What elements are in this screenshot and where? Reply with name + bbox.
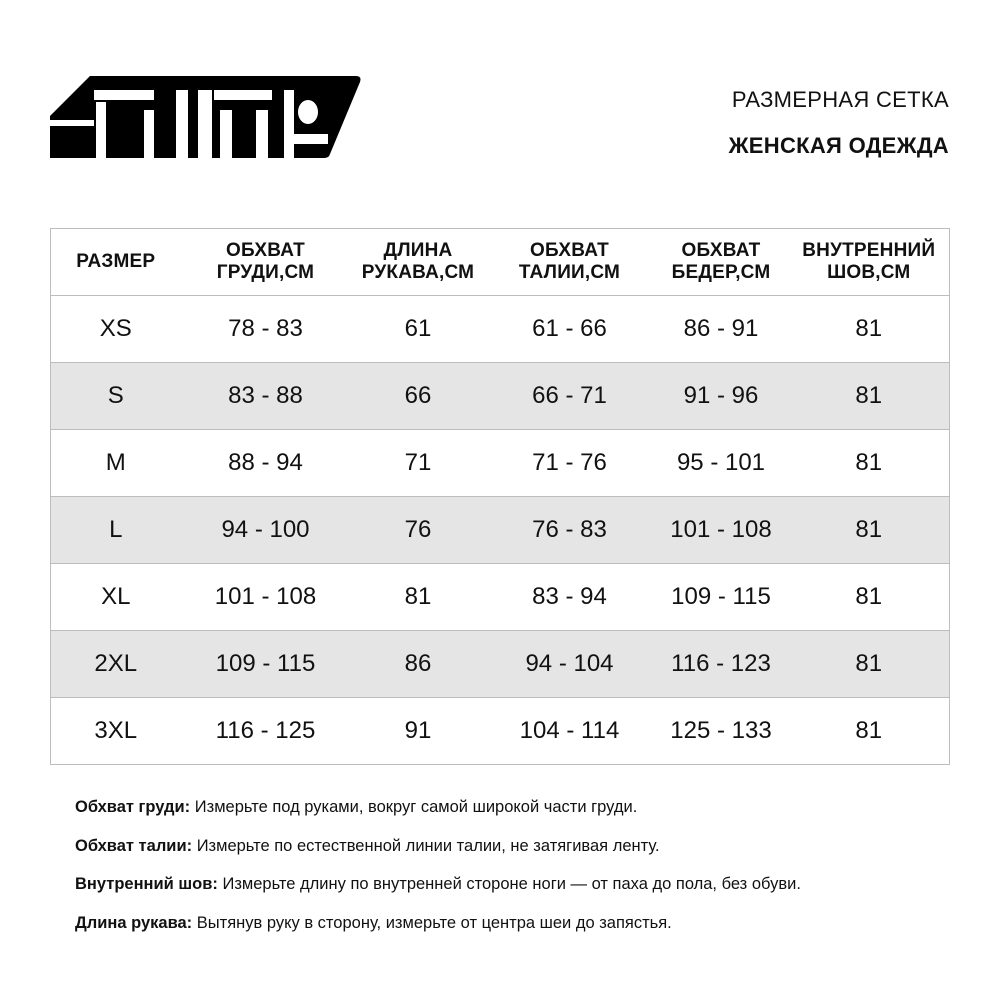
cell-chest: 83 - 88 (181, 363, 351, 430)
cell-inseam: 81 (789, 497, 950, 564)
brand-logo (50, 76, 362, 158)
cell-sleeve: 81 (351, 564, 486, 631)
cell-inseam: 81 (789, 430, 950, 497)
note-label: Обхват талии: (75, 836, 193, 855)
cell-waist: 104 - 114 (486, 698, 654, 765)
note-sleeve (75, 912, 955, 934)
table-row (51, 497, 950, 564)
cell-hips: 86 - 91 (654, 296, 789, 363)
cell-waist: 71 - 76 (486, 430, 654, 497)
note-chest (75, 796, 955, 818)
cell-hips: 91 - 96 (654, 363, 789, 430)
note-text: Измерьте под руками, вокруг самой широкой части груди. (194, 798, 638, 816)
cell-hips: 125 - 133 (654, 698, 789, 765)
note-label: Внутренний шов: (75, 875, 218, 893)
cell-hips: 101 - 108 (654, 497, 789, 564)
column-header-hips: ОБХВАТ БЕДЕР,СМ (654, 229, 789, 296)
cell-inseam: 81 (789, 631, 950, 698)
cell-waist: 76 - 83 (486, 497, 654, 564)
note-text: Вытянув руку в сторону, измерьте от центра шеи до запястья. (196, 913, 672, 932)
cell-chest: 94 - 100 (181, 497, 351, 564)
note-label: Длина рукава: (75, 913, 193, 932)
note-waist (75, 835, 955, 857)
table-row (51, 631, 950, 698)
table-row (51, 564, 950, 631)
cell-inseam: 81 (789, 363, 950, 430)
table-row (51, 363, 950, 430)
note-label: Обхват груди: (75, 798, 191, 816)
cell-sleeve: 91 (351, 698, 486, 765)
column-header-inseam: ВНУТРЕННИЙ ШОВ,СМ (789, 229, 950, 296)
table-row (51, 430, 950, 497)
cell-size: XL (51, 564, 181, 631)
chart-heading (729, 86, 949, 160)
cell-chest: 78 - 83 (181, 296, 351, 363)
column-header-chest: ОБХВАТ ГРУДИ,СМ (181, 229, 351, 296)
cell-chest: 88 - 94 (181, 430, 351, 497)
cell-sleeve: 71 (351, 430, 486, 497)
cell-size: L (51, 497, 181, 564)
note-text: Измерьте по естественной линии талии, не затягивая ленту. (196, 836, 660, 855)
cell-hips: 95 - 101 (654, 430, 789, 497)
cell-size: XS (51, 296, 181, 363)
cell-chest: 116 - 125 (181, 698, 351, 765)
cell-waist: 66 - 71 (486, 363, 654, 430)
note-inseam (75, 873, 955, 895)
page-subtitle: ЖЕНСКАЯ ОДЕЖДА (728, 133, 949, 158)
table-row (51, 296, 950, 363)
logo-509-icon (50, 76, 362, 158)
cell-inseam: 81 (789, 698, 950, 765)
measurement-notes (75, 796, 955, 950)
cell-hips: 109 - 115 (654, 564, 789, 631)
cell-waist: 61 - 66 (486, 296, 654, 363)
table-row (51, 698, 950, 765)
cell-sleeve: 61 (351, 296, 486, 363)
cell-sleeve: 66 (351, 363, 486, 430)
cell-chest: 101 - 108 (181, 564, 351, 631)
cell-waist: 94 - 104 (486, 631, 654, 698)
size-table (50, 228, 950, 765)
cell-size: S (51, 363, 181, 430)
column-header-size: РАЗМЕР (51, 229, 181, 296)
cell-sleeve: 86 (351, 631, 486, 698)
column-header-waist: ОБХВАТ ТАЛИИ,СМ (486, 229, 654, 296)
cell-inseam: 81 (789, 296, 950, 363)
table-header-row (51, 229, 950, 296)
cell-size: M (51, 430, 181, 497)
note-text: Измерьте длину по внутренней стороне ноги — от паха до пола, без обуви. (222, 875, 801, 893)
cell-size: 3XL (51, 698, 181, 765)
cell-waist: 83 - 94 (486, 564, 654, 631)
cell-inseam: 81 (789, 564, 950, 631)
cell-sleeve: 76 (351, 497, 486, 564)
page-title: РАЗМЕРНАЯ СЕТКА (731, 87, 949, 112)
cell-chest: 109 - 115 (181, 631, 351, 698)
column-header-sleeve: ДЛИНА РУКАВА,СМ (351, 229, 486, 296)
cell-size: 2XL (51, 631, 181, 698)
cell-hips: 116 - 123 (654, 631, 789, 698)
